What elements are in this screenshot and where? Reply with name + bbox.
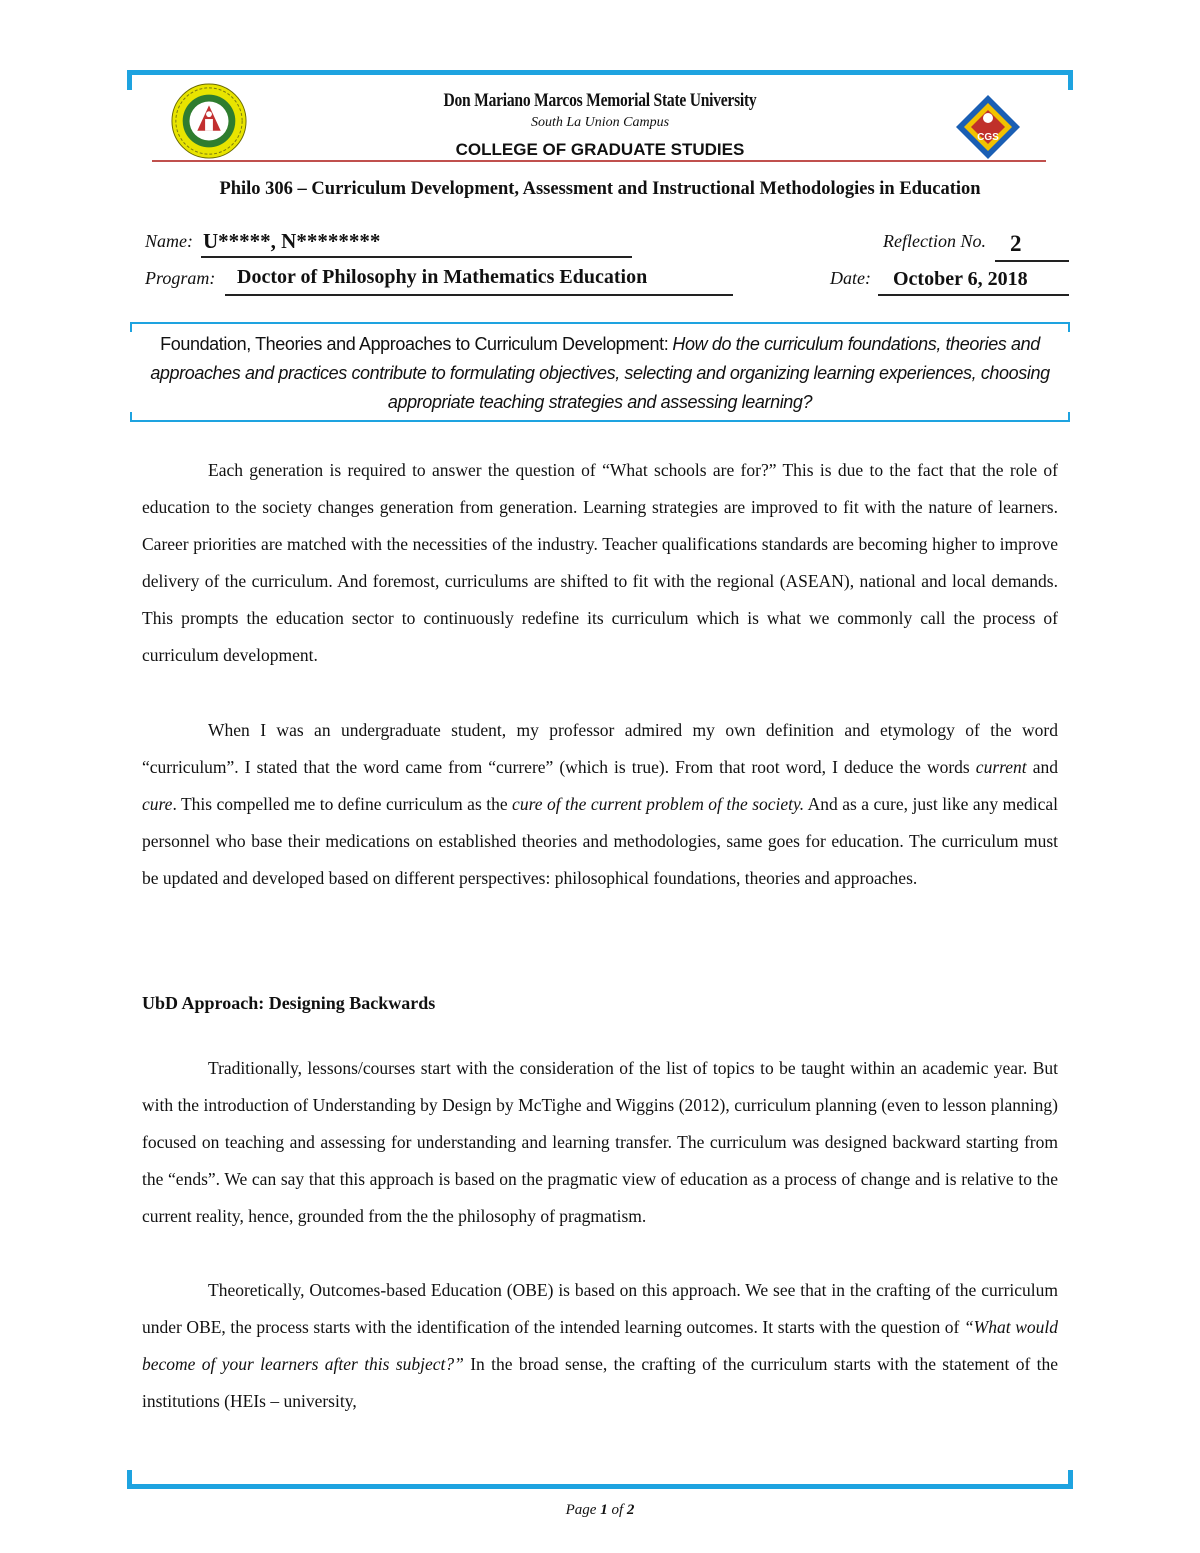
- program-label: Program:: [145, 268, 216, 288]
- reflection-number: 2: [1010, 231, 1022, 256]
- prompt-text: [140, 330, 1060, 417]
- paragraph-3: [142, 1050, 1058, 1235]
- section-heading: UbD Approach: Designing Backwards: [142, 993, 436, 1013]
- page-border-corner: [127, 70, 132, 90]
- paragraph-2-text: When I was an undergraduate student, my professor admired my own definition and etymology of the word “curriculum”. I stated that the word came from “currere” (which is true). From that root word, I deduce the words current and cure. This compelled me to define curriculum as the cure of the current problem of the society. And as a cure, just like any medical personnel who base their medications on established theories and methodologies, same goes for education. The curriculum must be updated and developed based on different perspectives: philosophical foundations, theories and approaches.: [142, 720, 1058, 888]
- paragraph-1-text: Each generation is required to answer the question of “What schools are for?” This is due to the fact that the role of education to the society changes generation from generation. Learning strategies are improved to fit with the nature of learners. Career priorities are matched with the necessities of the industry. Teacher qualifications standards are becoming higher to improve delivery of the curriculum. And foremost, curriculums are shifted to fit with the regional (ASEAN), national and local demands. This prompts the education sector to continuously redefine its curriculum which is what we commonly call the process of curriculum development.: [142, 460, 1058, 665]
- cgs-logo: [953, 92, 1023, 162]
- name-value: U*****, N********: [203, 229, 381, 253]
- reflection-underline: [995, 260, 1069, 262]
- page-border-top: [127, 70, 1073, 75]
- university-name: Don Mariano Marcos Memorial State University: [443, 90, 757, 111]
- header-divider: [152, 160, 1046, 162]
- program-value: Doctor of Philosophy in Mathematics Education: [237, 266, 648, 288]
- reflection-label: Reflection No.: [883, 231, 986, 251]
- date-value: October 6, 2018: [893, 268, 1028, 290]
- page-number: Page 1 of 2: [565, 1502, 635, 1518]
- program-underline: [225, 294, 733, 296]
- paragraph-1: [142, 452, 1058, 674]
- cgs-logo-text: CGS: [977, 132, 999, 143]
- page-border-bottom: [127, 1484, 1073, 1489]
- paragraph-4-text: Theoretically, Outcomes-based Education (OBE) is based on this approach. We see that in the crafting of the curriculum under OBE, the process starts with the identification of the intended learning outcomes. It starts with the question of “What would become of your learners after this subject?” In the broad sense, the crafting of the curriculum starts with the statement of the institutions (HEIs – university,: [142, 1280, 1058, 1411]
- paragraph-4: [142, 1272, 1058, 1420]
- prompt-box: [130, 322, 1070, 422]
- college-name: COLLEGE OF GRADUATE STUDIES: [455, 140, 745, 159]
- paragraph-3-text: Traditionally, lessons/courses start with the consideration of the list of topics to be taught within an academic year. But with the introduction of Understanding by Design by McTighe and Wiggins (2012), curriculum planning (even to lesson planning) focused on teaching and assessing for understanding and learning transfer. The curriculum was designed backward starting from the “ends”. We can say that this approach is based on the pragmatic view of education as a process of change and is relative to the current reality, hence, grounded from the the philosophy of pragmatism.: [142, 1058, 1058, 1226]
- name-underline: [201, 256, 632, 258]
- paragraph-2: [142, 712, 1058, 897]
- date-label: Date:: [830, 268, 871, 288]
- page-border-corner: [127, 1470, 132, 1489]
- prompt-question: How do the curriculum foundations, theories and approaches and practices contribute to formulating objectives, selecting and organizing learning experiences, choosing appropriate teaching strategies and assessing learning?: [150, 334, 1050, 412]
- date-underline: [878, 294, 1069, 296]
- course-title: Philo 306 – Curriculum Development, Assessment and Instructional Methodologies in Education: [219, 179, 981, 199]
- name-label: Name:: [145, 231, 193, 251]
- page-border-corner: [1068, 70, 1073, 90]
- prompt-topic: Foundation, Theories and Approaches to Curriculum Development:: [160, 334, 669, 354]
- page-border-corner: [1068, 1470, 1073, 1489]
- campus-name: South La Union Campus: [530, 115, 670, 130]
